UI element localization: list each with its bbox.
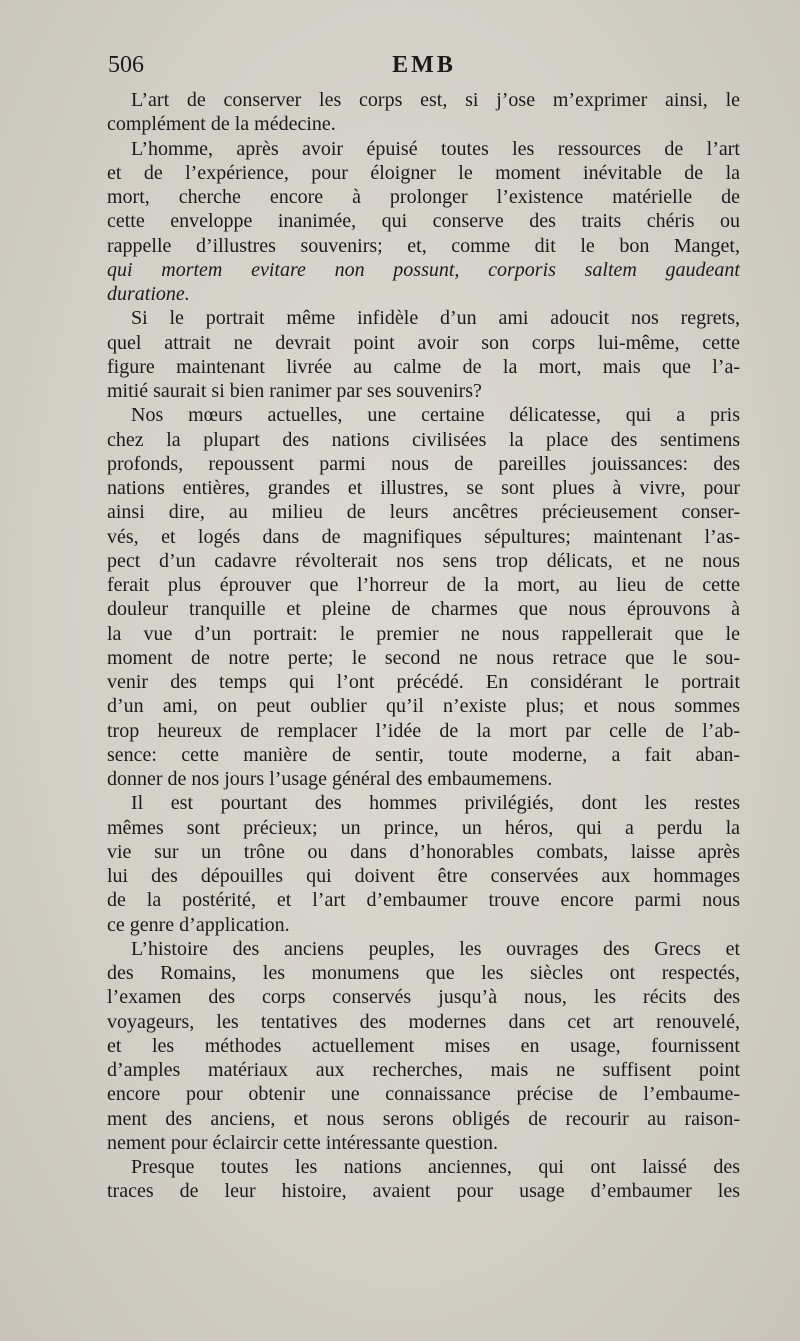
text-line: nations entières, grandes et illustres, se sont plues à vivre, pour: [107, 477, 740, 499]
text-line: mêmes sont précieux; un prince, un héros, qui a perdu la: [107, 816, 740, 839]
text-line: d’un ami, on peut oublier qu’il n’existe plus; et nous sommes: [107, 695, 740, 718]
text-line: mitié saurait si bien ranimer par ses souvenirs?: [107, 380, 482, 402]
text-line: l’examen des corps conservés jusqu’à nous, les récits des: [107, 986, 740, 1009]
text-line: la vue d’un portrait: le premier ne nous rappellerait que le: [107, 622, 740, 645]
text-line: ferait plus éprouver que l’horreur de la mort, au lieu de cette: [107, 574, 740, 596]
text-line: L’art de conserver les corps est, si j’ose m’exprimer ainsi, le: [131, 89, 740, 111]
running-title: EMB: [392, 52, 456, 78]
text-line: chez la plupart des nations civilisées la place des sentimens: [107, 428, 740, 451]
text-line: lui des dépouilles qui doivent être conservées aux hommages: [107, 865, 740, 887]
text-line: mort, cherche encore à prolonger l’existence matérielle de: [107, 186, 740, 208]
text-line: L’histoire des anciens peuples, les ouvrages des Grecs et: [131, 937, 740, 960]
text-line: vie sur un trône ou dans d’honorables combats, laisse après: [107, 840, 740, 863]
text-line: complément de la médecine.: [107, 113, 336, 136]
running-head: [108, 52, 740, 84]
text-line: duratione.: [107, 283, 190, 305]
text-line: voyageurs, les tentatives des modernes dans cet art renouvelé,: [107, 1010, 740, 1033]
text-line: nement pour éclaircir cette intéressante question.: [107, 1131, 498, 1154]
text-line: ainsi dire, au milieu de leurs ancêtres précieusement conser-: [107, 501, 740, 524]
text-line: venir des temps qui l’ont précédé. En considérant le portrait: [107, 671, 740, 693]
text-line: et de l’expérience, pour éloigner le moment inévitable de la: [107, 161, 740, 184]
text-line: Presque toutes les nations anciennes, qui ont laissé des: [131, 1156, 740, 1178]
text-line: douleur tranquille et pleine de charmes que nous éprouvons à: [107, 598, 740, 621]
text-line: qui mortem evitare non possunt, corporis saltem gaudeant: [107, 258, 740, 281]
text-line: moment de notre perte; le second ne nous retrace que le sou-: [107, 646, 740, 669]
text-line: ce genre d’application.: [107, 913, 290, 936]
text-line: Il est pourtant des hommes privilégiés, dont les restes: [131, 792, 740, 815]
text-line: figure maintenant livrée au calme de la mort, mais que l’a-: [107, 355, 740, 378]
text-line: Nos mœurs actuelles, une certaine délicatesse, qui a pris: [131, 404, 740, 427]
text-line: vés, et logés dans de magnifiques sépultures; maintenant l’as-: [107, 525, 740, 548]
text-line: donner de nos jours l’usage général des embaumemens.: [107, 768, 553, 790]
text-line: d’amples matériaux aux recherches, mais ne suffisent point: [107, 1059, 740, 1081]
text-line: de la postérité, et l’art d’embaumer trouve encore parmi nous: [107, 889, 740, 912]
text-line: pect d’un cadavre révolterait nos sens trop délicats, et ne nous: [107, 549, 740, 572]
text-line: Si le portrait même infidèle d’un ami adoucit nos regrets,: [131, 307, 740, 330]
text-line: encore pour obtenir une connaissance précise de l’embaume-: [107, 1083, 740, 1106]
text-line: cette enveloppe inanimée, qui conserve des traits chéris ou: [107, 210, 740, 233]
text-line: sence: cette manière de sentir, toute moderne, a fait aban-: [107, 743, 740, 766]
text-line: rappelle d’illustres souvenirs; et, comme dit le bon Manget,: [107, 234, 740, 257]
text-line: ment des anciens, et nous serons obligés de recourir au raison-: [107, 1107, 740, 1130]
text-line: et les méthodes actuellement mises en usage, fournissent: [107, 1034, 740, 1057]
text-line: profonds, repoussent parmi nous de pareilles jouissances: des: [107, 452, 740, 475]
body-text: [107, 88, 740, 1204]
text-line: trop heureux de remplacer l’idée de la mort par celle de l’ab-: [107, 719, 740, 742]
text-line: quel attrait ne devrait point avoir son corps lui-même, cette: [107, 331, 740, 354]
text-line: traces de leur histoire, avaient pour usage d’embaumer les: [107, 1180, 740, 1203]
page-number: 506: [108, 52, 144, 78]
text-line: L’homme, après avoir épuisé toutes les ressources de l’art: [131, 137, 740, 160]
text-line: des Romains, les monumens que les siècles ont respectés,: [107, 962, 740, 984]
